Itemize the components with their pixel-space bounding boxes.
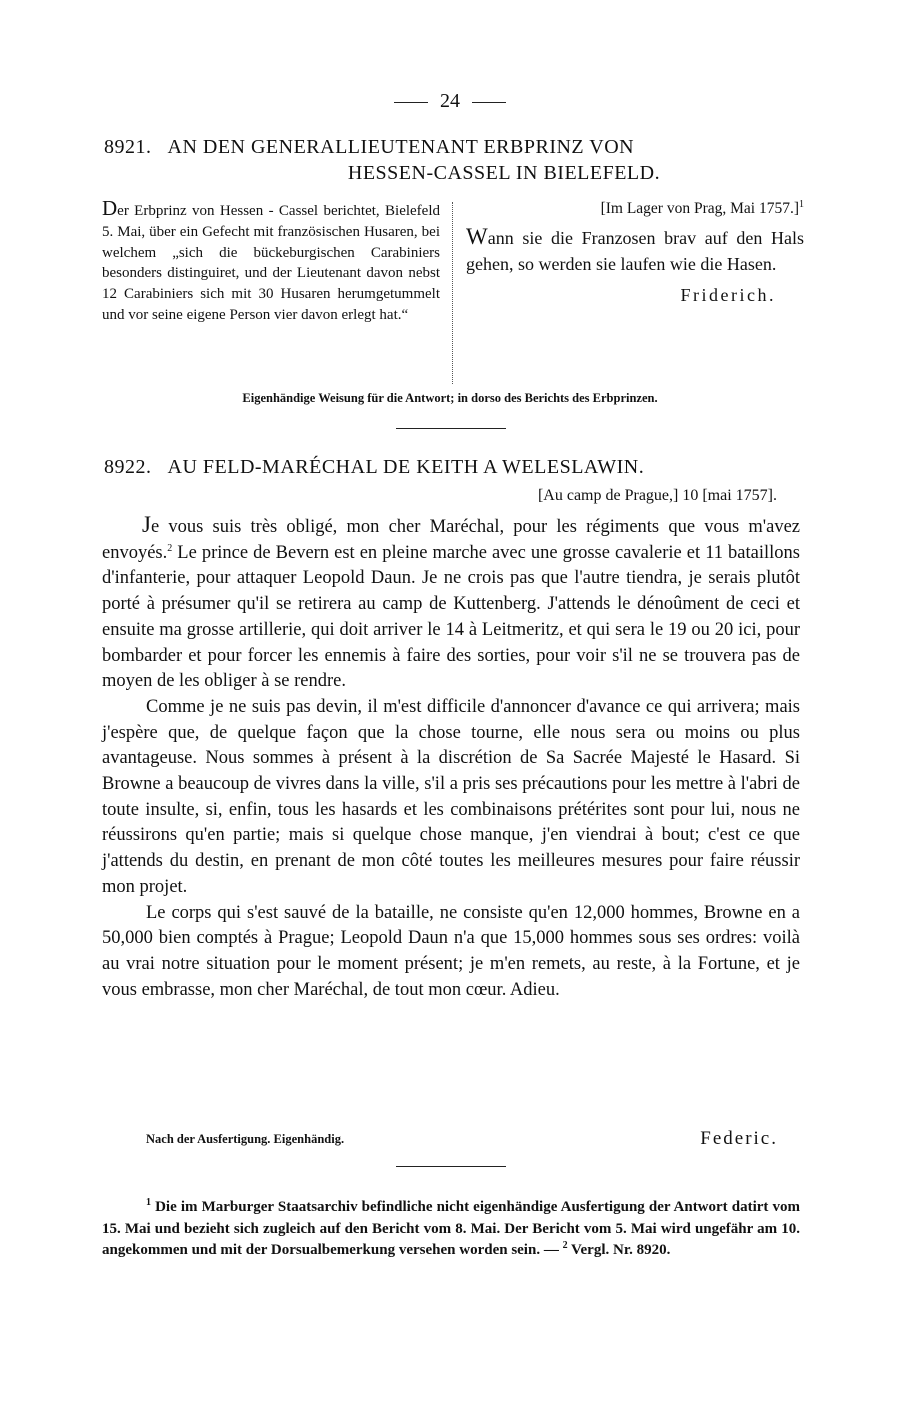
heading-line-2: HESSEN-CASSEL IN BIELEFELD. (347, 162, 661, 184)
paragraph-1-part-2: Le prince de Bevern est en pleine marche avec une grosse cavalerie et 11 bataillons d'infanterie, pour attaquer Leopold Daun. Je ne crois pas que l'autre tiendra, je serais plutôt porté à présumer qu'il se retirera au camp de Kuttenberg. J'attends le dénoûment de ceci et ensuite ma grosse artillerie, qui doit arriver le 14 à Leitmeritz, et qui sera le 19 ou 20 ici, pour bombarder et pour forcer les ennemis à faire des sorties, pour voir s'il ne se trouvera pas de moyen de les obliger à se rendre. (102, 542, 800, 692)
signature-friderich: Friderich. (680, 285, 776, 305)
reply-text (466, 224, 804, 277)
paragraph-initial: J (142, 512, 151, 537)
letter-number: 8921. (104, 136, 152, 158)
letter-number: 8922. (104, 456, 152, 478)
footnote-rule (396, 1166, 506, 1167)
header-dash-right (472, 102, 506, 103)
signature-federic: Federic. (700, 1128, 778, 1149)
source-note-8921: Eigenhändige Weisung für die Antwort; in dorso des Berichts des Erbprinzen. (242, 391, 658, 405)
footnote-mark-2: 2 (562, 1240, 568, 1251)
reply-block (466, 198, 804, 306)
header-dash-left (394, 102, 428, 103)
letter-8922-body (102, 512, 800, 1003)
reply-dateline (466, 198, 804, 220)
page-header (0, 90, 900, 113)
footnote-2-text: Vergl. Nr. 8920. (567, 1242, 671, 1258)
letter-8921-heading (104, 134, 804, 186)
source-note-8922: Nach der Ausfertigung. Eigenhändig. (146, 1132, 345, 1146)
paragraph-1-part-1: e vous suis très obligé, mon cher Maréchal, pour les régiments que vous m'avez envoyés. (102, 517, 800, 563)
section-rule (396, 428, 506, 429)
reply-dateline-text: [Im Lager von Prag, Mai 1757.] (600, 200, 799, 217)
heading-line-1: AN DEN GENERALLIEUTENANT ERBPRINZ VON (167, 136, 635, 158)
paragraph-1 (102, 512, 800, 695)
footnote-ref-1: 1 (799, 198, 804, 210)
page-number: 24 (440, 90, 460, 112)
footnote-ref-2: 2 (167, 542, 173, 554)
footnote-1-text: Die im Marburger Staatsarchiv befindliche nicht eigenhändige Ausfertigung der Antwort datirt vom 15. Mai und bezieht sich zugleich auf den Bericht vom 8. Mai. Der Bericht vom 5. Mai wird ungefähr am 10. angekommen und mit der Dorsualbemerkung versehen worden sein. — (102, 1199, 800, 1258)
paragraph-3: Le corps qui s'est sauvé de la bataille, ne consiste qu'en 12,000 hommes, Browne en a 50,000 bien comptés à Prague; Leopold Daun n'a que 15,000 hommes sous ses ordres: voilà au vrai notre situation pour le moment présent; je m'en remets, au reste, à la Fortune, et je vous embrasse, mon cher Maréchal, de tout mon cœur. Adieu. (102, 902, 800, 1000)
reply-body: ann sie die Franzosen brav auf den Hals gehen, so werden sie laufen wie die Hasen. (466, 228, 804, 274)
column-divider (452, 202, 453, 384)
footnote-mark-1: 1 (146, 1197, 151, 1208)
heading-text: AU FELD-MARÉCHAL DE KEITH A WELESLAWIN. (167, 456, 645, 478)
summary-text: er Erbprinz von Hessen - Cassel berichtet, Bielefeld 5. Mai, über ein Gefecht mit französischen Husaren, bei welchem „sich die bückeburgischen Carabiniers besonders distinguiret, und der Lieutenant davon nebst 12 Carabiniers sich mit 30 Husaren herumgetummelt und vor seine eigene Person vier davon erlegt hat.“ (102, 203, 440, 323)
paragraph-2: Comme je ne suis pas devin, il m'est difficile d'annoncer d'avance ce qui arrivera; mais j'espère que, de quelque façon que la chose tourne, elle nous sera ou moins ou plus avantageuse. Nous sommes à présent à la discrétion de Sa Sacrée Majesté le Hasard. Si Browne a beaucoup de vivres dans la ville, s'il a pris ses précautions pour les mettre à l'abri de toute insulte, si, enfin, tous les hasards et les combinaisons prétérites sont pour lui, nous ne réussirons qu'en partie; mais si quelque chose manque, j'en viendrai à bout; c'est ce que j'attends du destin, en prenant de mon côté toutes les meilleures mesures pour faire réussir mon projet. (102, 696, 800, 897)
reply-initial: W (466, 224, 488, 249)
summary-initial: D (102, 196, 118, 220)
footnotes (102, 1197, 800, 1262)
letter-8922-dateline: [Au camp de Prague,] 10 [mai 1757]. (537, 487, 777, 504)
letter-8922-heading (104, 456, 804, 479)
report-summary (102, 198, 440, 326)
